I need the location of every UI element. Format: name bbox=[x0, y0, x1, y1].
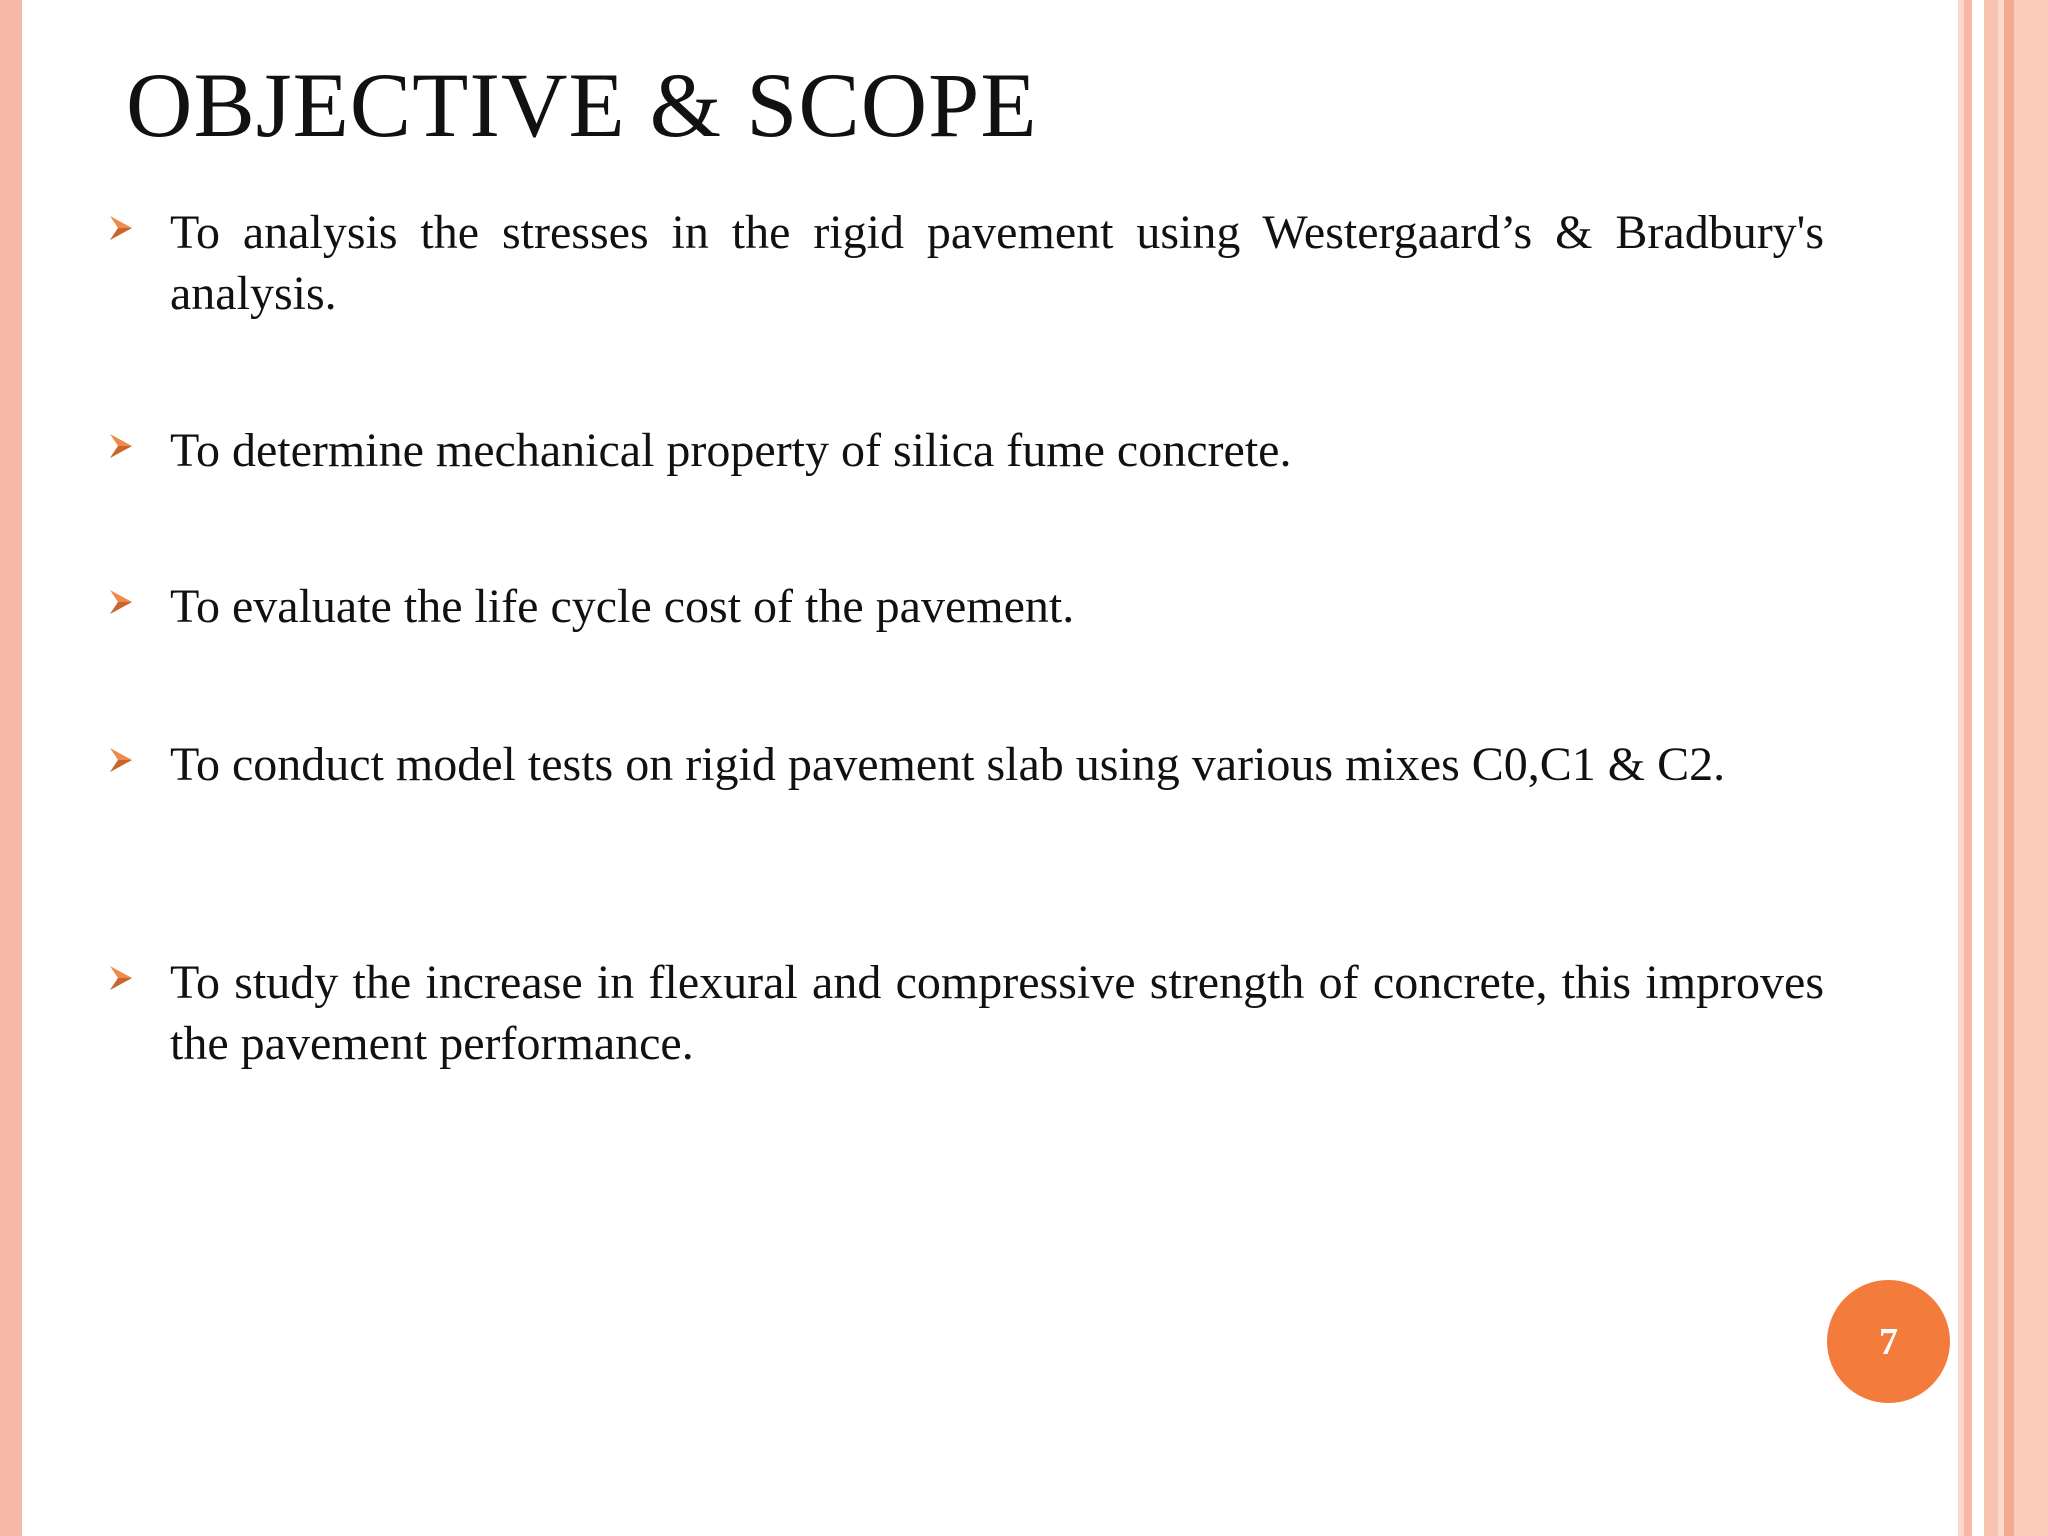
chevron-arrow-icon bbox=[108, 964, 134, 992]
right-stripe bbox=[1972, 0, 1984, 1536]
bullet-text: To determine mechanical property of silica fume concrete. bbox=[170, 424, 1292, 477]
right-stripe bbox=[2004, 0, 2014, 1536]
slide-title: OBJECTIVE & SCOPE bbox=[126, 54, 1038, 156]
page-number-badge bbox=[1827, 1280, 1950, 1403]
left-stripe-gap bbox=[22, 0, 30, 1536]
chevron-arrow-icon bbox=[108, 588, 134, 616]
chevron-arrow-icon bbox=[108, 432, 134, 460]
right-stripe bbox=[1964, 0, 1972, 1536]
bullet-text: To evaluate the life cycle cost of the pavement. bbox=[170, 580, 1075, 633]
bullet-text: To analysis the stresses in the rigid pavement using Westergaard’s & Bradbury's analysis. bbox=[170, 206, 1824, 320]
bullet-text: To conduct model tests on rigid pavement slab using various mixes C0,C1 & C2. bbox=[170, 738, 1726, 791]
right-stripe bbox=[1984, 0, 1998, 1536]
chevron-arrow-icon bbox=[108, 214, 134, 242]
bullet-text: To study the increase in flexural and compressive strength of concrete, this improves the pavement performance. bbox=[170, 956, 1824, 1070]
page-number: 7 bbox=[1879, 1320, 1898, 1363]
chevron-arrow-icon bbox=[108, 746, 134, 774]
right-stripe bbox=[2014, 0, 2048, 1536]
left-accent-stripe bbox=[0, 0, 22, 1536]
